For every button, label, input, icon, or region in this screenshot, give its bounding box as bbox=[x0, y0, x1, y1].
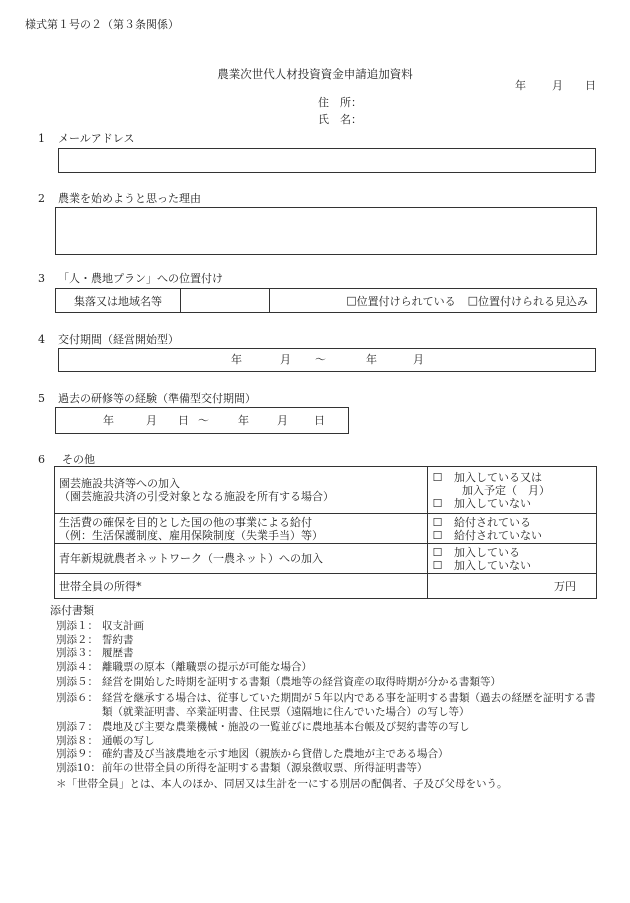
list-item: 別添１： 収支計画 bbox=[56, 620, 144, 632]
grant-year1: 年 bbox=[231, 353, 242, 366]
section-1-number: 1 bbox=[38, 132, 45, 145]
training-month2: 月 bbox=[277, 414, 288, 427]
network-yes-checkbox[interactable]: ☐ bbox=[432, 545, 443, 559]
list-item: 別添７： 農地及び主要な農業機械・施設の一覧並びに農地基本台帳及び契約書等の写し bbox=[56, 721, 470, 734]
area-input[interactable] bbox=[181, 289, 270, 312]
benefit-sublabel: （例：生活保護制度、雇用保険制度（失業手当）等） bbox=[59, 528, 323, 542]
section-3-number: 3 bbox=[38, 272, 45, 285]
network-no-label: 加入していない bbox=[454, 558, 531, 572]
training-tilde: ～ bbox=[198, 414, 209, 427]
date-day: 日 bbox=[585, 79, 596, 92]
insurance-yes-label: 加入している又は bbox=[454, 470, 542, 484]
email-field[interactable] bbox=[58, 148, 596, 173]
insurance-label: 園芸施設共済等への加入 bbox=[59, 477, 180, 490]
insurance-planned-label: 加入予定（ 月） bbox=[462, 483, 550, 497]
insurance-sublabel: （園芸施設共済の引受対象となる施設を所有する場合） bbox=[59, 490, 334, 503]
training-year2: 年 bbox=[238, 414, 249, 427]
list-item: 別添４： 離職票の原本（離職票の提示が可能な場合） bbox=[56, 660, 312, 673]
benefit-no-label: 給付されていない bbox=[454, 528, 542, 542]
grant-month1: 月 bbox=[280, 353, 291, 366]
form-number: 様式第１号の２（第３条関係） bbox=[25, 18, 179, 31]
grant-tilde: ～ bbox=[315, 353, 326, 366]
section-3-heading: 「人・農地プラン」への位置付け bbox=[58, 272, 223, 285]
benefit-no-checkbox[interactable]: ☐ bbox=[432, 528, 443, 542]
income-unit[interactable]: 万円 bbox=[428, 574, 597, 599]
network-yes-label: 加入している bbox=[454, 545, 520, 559]
grant-period-field[interactable] bbox=[58, 348, 596, 372]
footnote-mark: ＊ bbox=[56, 777, 67, 790]
page-title: 農業次世代人材投資資金申請追加資料 bbox=[217, 67, 413, 81]
footnote bbox=[56, 778, 601, 792]
plan-positioned-label: 位置付けられている bbox=[356, 294, 456, 308]
list-item: 別添８： 通帳の写し bbox=[56, 734, 155, 747]
other-table bbox=[54, 466, 597, 599]
grant-year2: 年 bbox=[366, 353, 377, 366]
date-year: 年 bbox=[515, 79, 526, 92]
table-row bbox=[55, 574, 597, 599]
address-label: 住 所： bbox=[318, 96, 362, 109]
attachments-list bbox=[56, 620, 601, 791]
section-1-heading: メールアドレス bbox=[58, 132, 135, 145]
insurance-yes-checkbox[interactable]: ☐ bbox=[432, 470, 443, 484]
section-2-heading: 農業を始めようと思った理由 bbox=[58, 192, 201, 205]
list-item: 別添２： 誓約書 bbox=[56, 633, 134, 646]
footnote-text: 「世帯全員」とは、本人のほか、同居又は生計を一にする別居の配偶者、子及び父母をいう。 bbox=[66, 777, 508, 790]
network-label: 青年新規就農者ネットワーク（一農ネット）への加入 bbox=[59, 552, 323, 565]
section-4-number: 4 bbox=[38, 333, 45, 346]
section-4-heading: 交付期間（経営開始型） bbox=[58, 333, 179, 346]
training-period-field[interactable] bbox=[55, 407, 349, 434]
insurance-label-cell bbox=[55, 467, 428, 514]
table-row bbox=[55, 514, 597, 544]
table-row bbox=[55, 467, 597, 514]
table-row bbox=[55, 544, 597, 574]
section-6-number: 6 bbox=[38, 453, 45, 466]
plan-expected-checkbox[interactable]: □ bbox=[467, 294, 478, 307]
network-label-cell bbox=[55, 544, 428, 574]
list-item: 別添６： 経営を継承する場合は、従事していた期間が５年以内である事を証明する書類（過去の経歴を証明する書類（就業証明書、卒業証明書、住民票（遠隔地に住んでいた場合）の写し等） bbox=[56, 691, 596, 718]
plan-expected-label: 位置付けられる見込み bbox=[478, 294, 588, 308]
benefit-yes-checkbox[interactable]: ☐ bbox=[432, 515, 443, 529]
area-label: 集落又は地域名等 bbox=[56, 289, 181, 312]
income-label: 世帯全員の所得* bbox=[55, 574, 428, 599]
plan-positioned-checkbox[interactable]: □ bbox=[346, 294, 357, 307]
list-item: 別添５： 経営を開始した時期を証明する書類（農地等の経営資産の取得時期が分かる書類等） bbox=[56, 676, 501, 689]
list-item: 別添３： 履歴書 bbox=[56, 647, 134, 660]
benefit-label-cell bbox=[55, 514, 428, 544]
network-options-cell bbox=[428, 544, 597, 574]
grant-month2: 月 bbox=[413, 353, 424, 366]
plan-position-row bbox=[55, 288, 597, 313]
reason-textarea[interactable] bbox=[55, 207, 597, 255]
list-item: 別添10： 前年の世帯全員の所得を証明する書類（源泉徴収票、所得証明書等） bbox=[56, 761, 428, 774]
list-item: 別添９： 確約書及び当該農地を示す地図（親族から貸借した農地が主である場合） bbox=[56, 748, 449, 761]
date-month: 月 bbox=[552, 79, 563, 92]
benefit-options-cell bbox=[428, 514, 597, 544]
training-day2: 日 bbox=[314, 414, 325, 427]
section-5-number: 5 bbox=[38, 392, 45, 405]
training-month1: 月 bbox=[146, 414, 157, 427]
insurance-options-cell bbox=[428, 467, 597, 514]
section-5-heading: 過去の研修等の経験（準備型交付期間） bbox=[58, 392, 256, 405]
benefit-label: 生活費の確保を目的とした国の他の事業による給付 bbox=[59, 515, 312, 529]
insurance-no-checkbox[interactable]: ☐ bbox=[432, 496, 443, 510]
benefit-yes-label: 給付されている bbox=[454, 515, 531, 529]
name-label: 氏 名： bbox=[318, 113, 362, 126]
date-line bbox=[515, 79, 596, 93]
attachments-heading: 添付書類 bbox=[50, 604, 94, 617]
training-year1: 年 bbox=[103, 414, 114, 427]
section-6-heading: その他 bbox=[62, 453, 95, 466]
section-2-number: 2 bbox=[38, 192, 45, 205]
training-day1: 日 bbox=[178, 414, 189, 427]
insurance-no-label: 加入していない bbox=[454, 496, 531, 510]
network-no-checkbox[interactable]: ☐ bbox=[432, 558, 443, 572]
